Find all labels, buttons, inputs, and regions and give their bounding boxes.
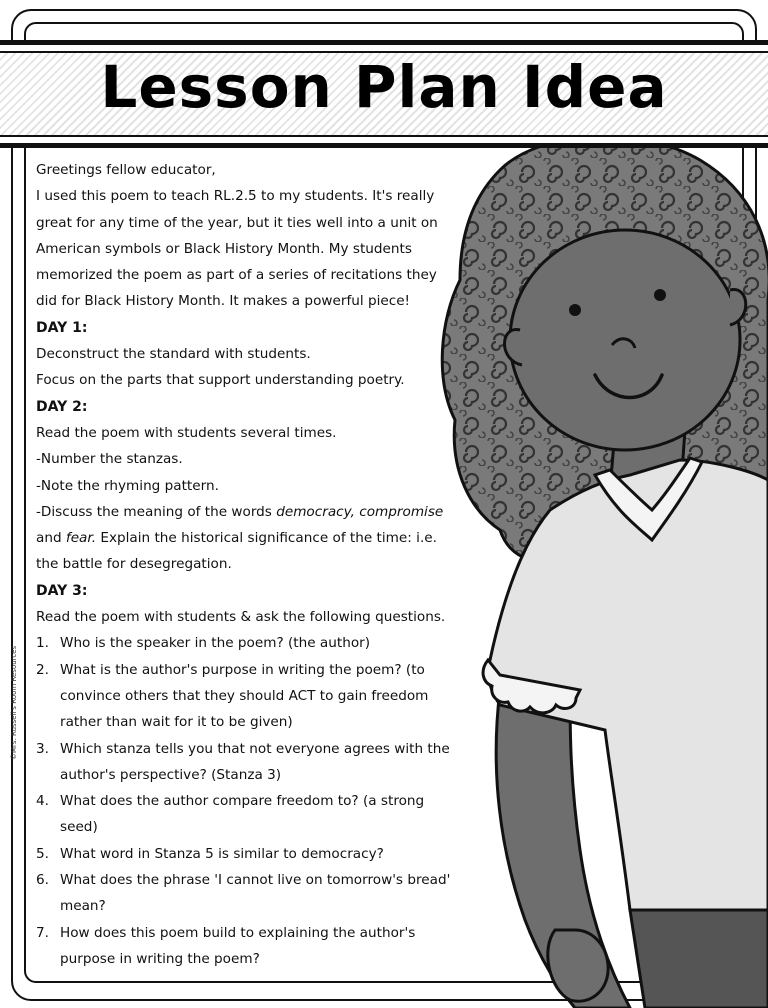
vocab-words: democracy, compromise xyxy=(276,503,444,520)
list-item: 1. Who is the speaker in the poem? (the author) xyxy=(36,635,371,652)
list-item: 4. What does the author compare freedom to? (a strong seed) xyxy=(36,793,425,836)
page-title: Lesson Plan Idea xyxy=(100,53,668,121)
day1-heading: DAY 1: xyxy=(36,319,88,336)
day2-line: Read the poem with students several times. xyxy=(36,424,337,441)
lesson-plan-text xyxy=(36,157,456,972)
discuss-suffix: Explain the historical significance of the time: i.e. the battle for desegregation. xyxy=(36,530,437,573)
list-item: 3. Which stanza tells you that not everyone agrees with the author's perspective? (Stanza 3) xyxy=(36,740,450,783)
day2-discuss-line xyxy=(36,499,456,578)
list-item: 2. What is the author's purpose in writing the poem? (to convince others that they should ACT to gain freedom rather than wait for it to be given) xyxy=(36,661,429,731)
day3-heading: DAY 3: xyxy=(36,582,88,599)
title-banner xyxy=(0,40,768,148)
and-text: and xyxy=(36,530,66,547)
greeting: Greetings fellow educator, xyxy=(36,162,216,178)
day2-heading: DAY 2: xyxy=(36,398,88,415)
question-list xyxy=(36,630,456,972)
day1-line: Deconstruct the standard with students. xyxy=(36,346,311,363)
day1-line: Focus on the parts that support understanding poetry. xyxy=(36,372,405,389)
day3-intro: Read the poem with students & ask the following questions. xyxy=(36,609,446,626)
list-item: 7. How does this poem build to explaining the author's purpose in writing the poem? xyxy=(36,924,416,967)
intro-paragraph: I used this poem to teach RL.2.5 to my students. It's really great for any time of the year, but it ties well into a unit on American symbols or Black History Month. My students memorized the poem as part of a series of recitations they did for Black History Month. It makes a powerful piece! xyxy=(36,188,438,310)
vocab-word-fear: fear. xyxy=(65,530,97,547)
girl-illustration xyxy=(430,130,768,1008)
day2-line: -Number the stanzas. xyxy=(36,451,183,468)
discuss-prefix: -Discuss the meaning of the words xyxy=(36,503,277,520)
list-item: 5. What word in Stanza 5 is similar to democracy? xyxy=(36,845,384,862)
copyright-credit: ©Mrs. Russell's Room Resources xyxy=(10,645,18,760)
day2-line: -Note the rhyming pattern. xyxy=(36,477,219,494)
list-item: 6. What does the phrase 'I cannot live on tomorrow's bread' mean? xyxy=(36,872,451,915)
